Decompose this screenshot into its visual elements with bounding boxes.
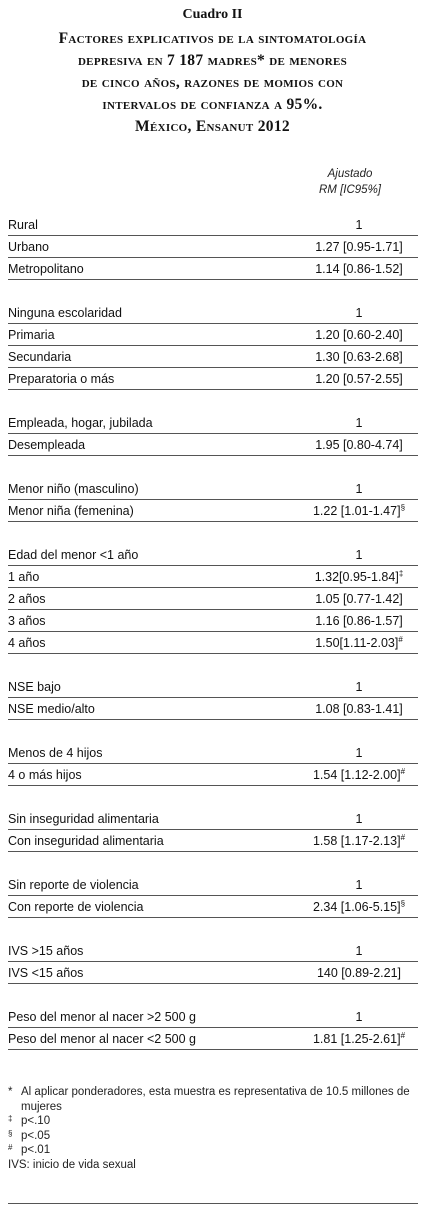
odds-ratio-value: 1.16 [0.86-1.57] <box>315 614 403 628</box>
row-label: Menor niña (femenina) <box>8 504 134 518</box>
row-value <box>300 548 418 562</box>
row-value <box>300 504 418 518</box>
table-row <box>8 874 418 896</box>
row-value <box>300 812 418 826</box>
table-row <box>8 368 418 390</box>
table-row <box>8 1028 418 1050</box>
odds-ratio-value: 1.58 [1.17-2.13] <box>312 834 401 848</box>
table-row <box>8 258 418 280</box>
table-row <box>8 544 418 566</box>
column-header <box>290 166 410 198</box>
table-row <box>8 588 418 610</box>
row-label: Preparatoria o más <box>8 372 115 386</box>
odds-ratio-value: 1 <box>355 944 363 958</box>
odds-ratio-value: 1.50[1.11-2.03] <box>315 636 399 650</box>
significance-marker: ‡ <box>398 569 404 578</box>
row-value <box>300 218 418 232</box>
table-row <box>8 808 418 830</box>
odds-ratio-value: 1.14 [0.86-1.52] <box>315 262 403 276</box>
odds-ratio-value: 1 <box>355 746 363 760</box>
variable-group <box>8 302 418 390</box>
table-row <box>8 324 418 346</box>
row-value <box>300 306 418 320</box>
significance-marker: # <box>398 635 403 644</box>
row-label: Menos de 4 hijos <box>8 746 103 760</box>
footnote <box>8 1158 418 1173</box>
column-header-line: Ajustado <box>327 168 373 180</box>
table-row <box>8 236 418 258</box>
table-row <box>8 478 418 500</box>
row-value <box>300 900 418 914</box>
variable-group <box>8 874 418 918</box>
footnote-mark-symbol: ‡ <box>8 1114 13 1123</box>
variable-group <box>8 940 418 984</box>
row-value <box>300 262 418 276</box>
footnote-mark <box>8 1143 21 1158</box>
table-row <box>8 1006 418 1028</box>
row-label: IVS <15 años <box>8 966 84 980</box>
odds-ratio-value: 1.20 [0.57-2.55] <box>315 372 403 386</box>
row-label: Metropolitano <box>8 262 84 276</box>
significance-marker: § <box>400 503 406 512</box>
row-label: IVS >15 años <box>8 944 84 958</box>
row-label: 4 años <box>8 636 46 650</box>
footnote <box>8 1143 418 1158</box>
table-row <box>8 214 418 236</box>
variable-group <box>8 412 418 456</box>
odds-ratio-value: 1 <box>355 1010 363 1024</box>
row-value <box>300 416 418 430</box>
title-line: intervalos de confianza a 95%. <box>102 96 323 113</box>
table-row <box>8 610 418 632</box>
row-value <box>300 834 418 848</box>
table-row <box>8 346 418 368</box>
footnote-mark <box>8 1129 21 1144</box>
table-row <box>8 698 418 720</box>
row-value <box>300 966 418 980</box>
row-label: 1 año <box>8 570 40 584</box>
row-label: Secundaria <box>8 350 72 364</box>
odds-ratio-value: 1.81 [1.25-2.61] <box>312 1032 401 1046</box>
row-label: Peso del menor al nacer <2 500 g <box>8 1032 196 1046</box>
row-value <box>300 372 418 386</box>
row-value <box>300 768 418 782</box>
row-label: 4 o más hijos <box>8 768 82 782</box>
row-value <box>300 614 418 628</box>
row-label: Ninguna escolaridad <box>8 306 122 320</box>
variable-group <box>8 478 418 522</box>
significance-marker: § <box>400 899 406 908</box>
odds-ratio-value: 2.34 [1.06-5.15] <box>312 900 401 914</box>
row-value <box>300 592 418 606</box>
title-line: depresiva en 7 187 madres* de menores <box>77 52 348 69</box>
footnote <box>8 1129 418 1144</box>
variable-group <box>8 742 418 786</box>
table-label: Cuadro II <box>182 7 243 22</box>
row-value <box>300 570 418 584</box>
significance-marker: # <box>400 833 406 842</box>
odds-ratio-value: 1.32[0.95-1.84] <box>314 570 399 584</box>
table-row <box>8 940 418 962</box>
table-title-block <box>0 6 425 138</box>
odds-ratio-value: 1 <box>355 218 363 232</box>
odds-ratio-value: 1 <box>355 482 363 496</box>
table-row <box>8 676 418 698</box>
table-row <box>8 830 418 852</box>
odds-ratio-value: 140 [0.89-2.21] <box>316 966 402 980</box>
row-label: Empleada, hogar, jubilada <box>8 416 153 430</box>
column-header-line: RM [IC95%] <box>319 184 381 196</box>
odds-ratio-value: 1.95 [0.80-4.74] <box>315 438 403 452</box>
footnote-mark <box>8 1114 21 1129</box>
footnotes <box>8 1085 418 1172</box>
table-row <box>8 764 418 786</box>
row-value <box>300 350 418 364</box>
row-value <box>300 702 418 716</box>
bottom-rule <box>8 1203 418 1204</box>
variable-group <box>8 676 418 720</box>
footnote-text: p<.10 <box>21 1115 51 1127</box>
row-label: Con reporte de violencia <box>8 900 144 914</box>
row-label: 3 años <box>8 614 46 628</box>
odds-ratio-value: 1.20 [0.60-2.40] <box>315 328 403 342</box>
table-row <box>8 500 418 522</box>
table-row <box>8 302 418 324</box>
title-line: México, Ensanut 2012 <box>135 118 290 135</box>
odds-ratio-value: 1.27 [0.95-1.71] <box>315 240 403 254</box>
odds-ratio-value: 1 <box>355 548 363 562</box>
odds-ratio-value: 1 <box>355 680 363 694</box>
footnote-text: p<.01 <box>21 1144 51 1156</box>
row-label: Rural <box>8 218 38 232</box>
table-row <box>8 566 418 588</box>
footnote-mark: * <box>8 1086 13 1098</box>
row-label: Urbano <box>8 240 49 254</box>
row-label: Primaria <box>8 328 55 342</box>
row-label: NSE bajo <box>8 680 61 694</box>
table-row <box>8 962 418 984</box>
row-label: 2 años <box>8 592 46 606</box>
row-label: Con inseguridad alimentaria <box>8 834 164 848</box>
row-value <box>300 944 418 958</box>
odds-ratio-value: 1.08 [0.83-1.41] <box>315 702 403 716</box>
table-title <box>0 28 425 138</box>
title-line: Factores explicativos de la sintomatología <box>58 30 367 47</box>
odds-ratio-value: 1 <box>355 306 363 320</box>
footnote-text: IVS: inicio de vida sexual <box>8 1158 136 1171</box>
row-label: Desempleada <box>8 438 86 452</box>
row-label: Edad del menor <1 año <box>8 548 139 562</box>
row-label: NSE medio/alto <box>8 702 95 716</box>
row-value <box>300 482 418 496</box>
row-value <box>300 240 418 254</box>
significance-marker: # <box>400 1031 406 1040</box>
variable-group <box>8 214 418 280</box>
row-label: Peso del menor al nacer >2 500 g <box>8 1010 196 1024</box>
odds-ratio-value: 1 <box>355 812 363 826</box>
row-value <box>300 680 418 694</box>
footnote <box>8 1114 418 1129</box>
row-label: Menor niño (masculino) <box>8 482 139 496</box>
row-value <box>300 328 418 342</box>
significance-marker: # <box>400 767 406 776</box>
table-row <box>8 434 418 456</box>
row-value <box>300 878 418 892</box>
table-row <box>8 896 418 918</box>
row-label: Sin reporte de violencia <box>8 878 139 892</box>
table-row <box>8 742 418 764</box>
table-row <box>8 632 418 654</box>
footnote-mark-symbol: § <box>8 1128 13 1138</box>
row-value <box>300 1010 418 1024</box>
odds-ratio-value: 1.22 [1.01-1.47] <box>312 504 401 518</box>
footnote-text: p<.05 <box>21 1129 51 1142</box>
odds-ratio-value: 1.54 [1.12-2.00] <box>312 768 401 782</box>
odds-ratio-value: 1.30 [0.63-2.68] <box>315 350 403 364</box>
table-body <box>8 214 418 1072</box>
title-line: de cinco años, razones de momios con <box>81 74 344 91</box>
variable-group <box>8 808 418 852</box>
variable-group <box>8 544 418 654</box>
odds-ratio-value: 1 <box>355 878 363 892</box>
row-label: Sin inseguridad alimentaria <box>8 812 159 826</box>
variable-group <box>8 1006 418 1050</box>
row-value <box>300 438 418 452</box>
odds-ratio-value: 1 <box>355 416 363 430</box>
footnote <box>8 1085 418 1114</box>
footnote-mark-symbol: # <box>8 1143 13 1152</box>
odds-ratio-value: 1.05 [0.77-1.42] <box>315 592 403 606</box>
footnote-text: Al aplicar ponderadores, esta muestra es representativa de 10.5 millones de mujeres <box>21 1086 410 1113</box>
row-value <box>300 1032 418 1046</box>
table-row <box>8 412 418 434</box>
row-value <box>300 636 418 650</box>
row-value <box>300 746 418 760</box>
